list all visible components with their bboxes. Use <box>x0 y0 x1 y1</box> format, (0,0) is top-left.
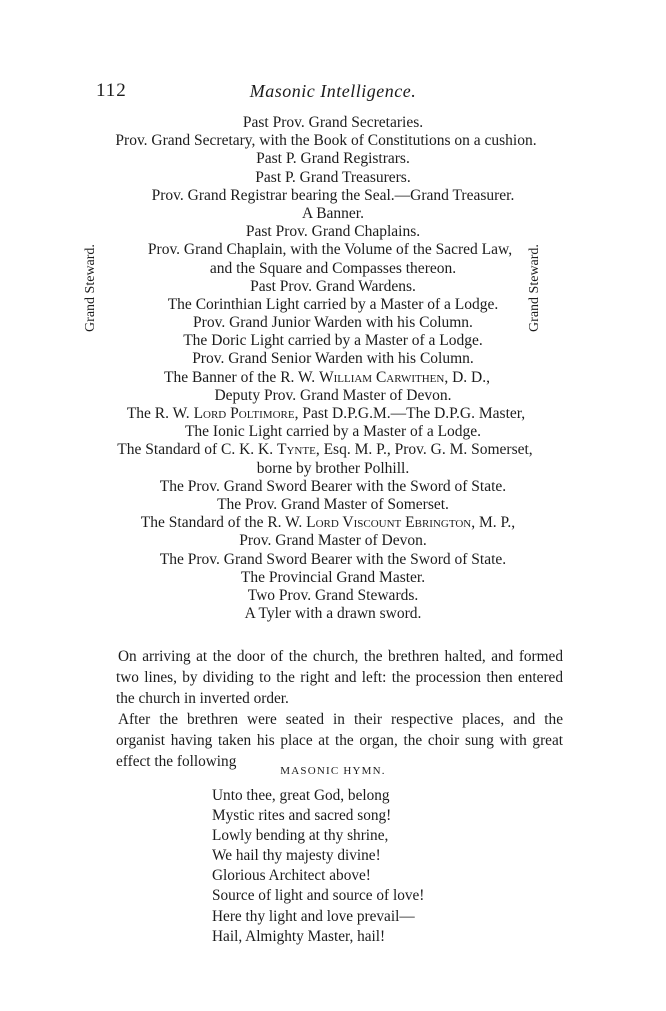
procession-line: The Corinthian Light carried by a Master of a Lodge. <box>167 295 499 313</box>
hymn-verse <box>212 786 424 947</box>
procession-line: The R. W. Lord Poltimore, Past D.P.G.M.—The D.P.G. Master, <box>126 405 526 422</box>
hymn-line: Source of light and source of love! <box>212 887 425 905</box>
procession-line: Past P. Grand Treasurers. <box>255 168 411 186</box>
procession-line: Prov. Grand Junior Warden with his Column. <box>193 314 473 332</box>
procession-line: Two Prov. Grand Stewards. <box>247 586 419 604</box>
paragraph-seated: After the brethren were seated in their respective places, and the organist having taken his place at the organ, the choir sung with great effect the following <box>116 711 563 770</box>
procession-line: The Prov. Grand Sword Bearer with the Sword of State. <box>159 477 507 495</box>
procession-line: The Provincial Grand Master. <box>240 568 426 586</box>
hymn-line: We hail thy majesty divine! <box>212 847 381 865</box>
procession-line: Prov. Grand Senior Warden with his Column. <box>192 350 474 368</box>
procession-list <box>0 114 666 623</box>
procession-line: The Banner of the R. W. William Carwithen, D. D., <box>163 368 490 386</box>
procession-line: Prov. Grand Registrar bearing the Seal.—Grand Treasurer. <box>151 186 515 204</box>
procession-line: Past Prov. Grand Wardens. <box>250 277 416 295</box>
hymn-line: Mystic rites and sacred song! <box>212 807 392 825</box>
paragraph-arrival: On arriving at the door of the church, the brethren halted, and formed two lines, by dividing to the right and left: the procession then entered the church in inverted order. <box>116 648 563 707</box>
running-title: Masonic Intelligence. <box>249 81 417 101</box>
procession-line: borne by brother Polhill. <box>256 459 410 477</box>
procession-line: Prov. Grand Master of Devon. <box>239 532 427 550</box>
hymn-line: Glorious Architect above! <box>212 867 371 885</box>
procession-line: The Standard of the R. W. Lord Viscount Ebrington, M. P., <box>140 514 516 532</box>
grand-steward-right-text: Grand Steward. <box>527 244 542 332</box>
page-number: 112 <box>96 80 127 101</box>
procession-line: Past P. Grand Registrars. <box>256 150 410 168</box>
procession-line: Past Prov. Grand Chaplains. <box>245 223 421 241</box>
procession-line: The Prov. Grand Sword Bearer with the Sword of State. <box>159 550 507 568</box>
procession-line: A Banner. <box>302 204 364 222</box>
procession-line: Past Prov. Grand Secretaries. <box>242 114 424 131</box>
grand-steward-left-text: Grand Steward. <box>83 244 98 332</box>
hymn-line: Lowly bending at thy shrine, <box>212 827 389 845</box>
page-header <box>0 80 666 104</box>
hymn-line: Here thy light and love prevail— <box>212 907 415 925</box>
procession-line: A Tyler with a drawn sword. <box>244 605 422 623</box>
hymn-line: Unto thee, great God, belong <box>212 787 390 804</box>
procession-line: Deputy Prov. Grand Master of Devon. <box>214 386 452 404</box>
procession-line: Prov. Grand Chaplain, with the Volume of the Sacred Law, <box>147 241 513 259</box>
procession-line: The Ionic Light carried by a Master of a Lodge. <box>184 423 482 441</box>
procession-line: The Doric Light carried by a Master of a Lodge. <box>183 332 483 350</box>
procession-line: Prov. Grand Secretary, with the Book of Constitutions on a cushion. <box>115 132 537 150</box>
procession-line: The Prov. Grand Master of Somerset. <box>217 495 449 513</box>
hymn-title: MASONIC HYMN. <box>280 765 386 777</box>
procession-line: and the Square and Compasses thereon. <box>209 259 457 277</box>
procession-line: The Standard of C. K. K. Tynte, Esq. M. P., Prov. G. M. Somerset, <box>117 441 533 459</box>
hymn-line: Hail, Almighty Master, hail! <box>212 927 386 945</box>
